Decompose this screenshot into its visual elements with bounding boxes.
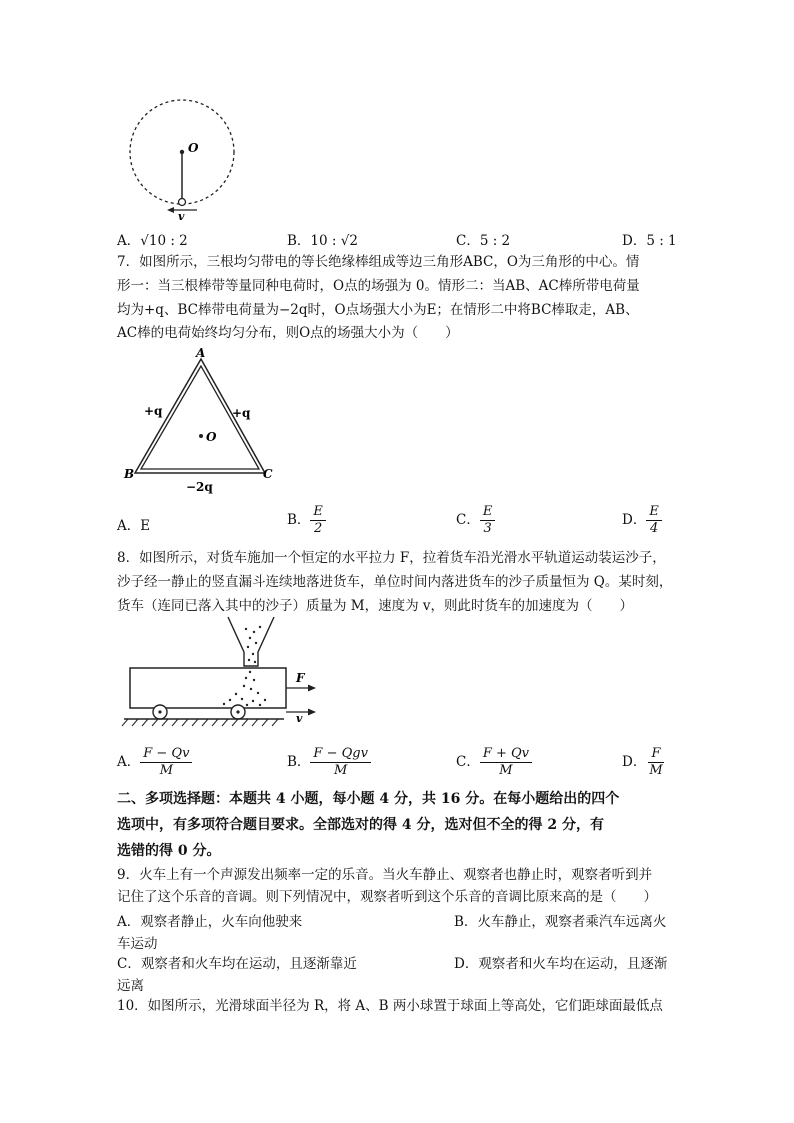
q7-triangle-figure bbox=[120, 345, 285, 495]
q9-option-d[interactable]: D．观察者和火车均在运动，且逐渐 bbox=[454, 956, 668, 972]
funnel bbox=[228, 617, 274, 666]
label-left-charge: +q bbox=[144, 404, 163, 418]
q7-option-c[interactable]: C． $\frac{E}{3}$ bbox=[456, 504, 495, 537]
q9-option-a[interactable]: A．观察者静止，火车向他驶来 bbox=[117, 914, 303, 930]
center-dot bbox=[199, 434, 203, 438]
label-v: v bbox=[178, 210, 185, 220]
q9-option-b-continued: 车运动 bbox=[117, 936, 158, 952]
section2-line-1: 二、多项选择题：本题共 4 小题，每小题 4 分，共 16 分。在每小题给出的四个 bbox=[117, 791, 620, 807]
q8-option-c[interactable]: C． $\frac{F + Qv}{M}$ bbox=[456, 746, 532, 779]
cart-body bbox=[130, 668, 286, 708]
section2-line-3: 选错的得 0 分。 bbox=[117, 843, 221, 859]
q6-option-b[interactable]: B．10 : √2 bbox=[287, 233, 358, 249]
label-o: O bbox=[206, 430, 217, 444]
q6-circle-figure bbox=[125, 95, 240, 220]
falling-sand bbox=[223, 671, 266, 706]
label-bottom-charge: −2q bbox=[186, 480, 213, 494]
q7-option-a[interactable]: A．E bbox=[117, 518, 151, 534]
q7-option-b[interactable]: B． $\frac{E}{2}$ bbox=[287, 504, 326, 537]
q6-option-a[interactable]: A．√10 : 2 bbox=[117, 233, 188, 249]
label-o: O bbox=[188, 141, 199, 155]
q6-option-d[interactable]: D．5 : 1 bbox=[622, 233, 677, 249]
q8-option-d[interactable]: D． $\frac{F}{M}$ bbox=[622, 746, 663, 778]
q9-option-d-continued: 远离 bbox=[117, 978, 144, 994]
label-b: B bbox=[124, 467, 135, 481]
velocity-arrowhead bbox=[167, 207, 174, 213]
q7-stem-line-2: 形一：当三根棒带等量同种电荷时，O点的场强为 0。情形二：当AB、AC棒所带电荷量 bbox=[117, 278, 640, 294]
q6-option-c[interactable]: C．5 : 2 bbox=[456, 233, 511, 249]
q8-stem-line-2: 沙子经一静止的竖直漏斗连续地落进货车，单位时间内落进货车的沙子质量恒为 Q。某时刻， bbox=[117, 574, 673, 590]
q7-option-d[interactable]: D． $\frac{E}{4}$ bbox=[622, 504, 662, 537]
ball bbox=[179, 199, 186, 206]
label-a: A bbox=[196, 346, 206, 360]
label-f: F bbox=[296, 671, 305, 685]
q7-stem-line-1: 7．如图所示，三根均匀带电的等长绝缘棒组成等边三角形ABC，O为三角形的中心。情 bbox=[117, 254, 640, 270]
q8-stem-line-1: 8．如图所示，对货车施加一个恒定的水平拉力 F，拉着货车沿光滑水平轨道运动装运沙子， bbox=[117, 550, 666, 566]
q9-option-c[interactable]: C．观察者和火车均在运动，且逐渐靠近 bbox=[117, 956, 357, 972]
q9-stem-line-2: 记住了这个乐音的音调。则下列情况中，观察者听到这个乐音的音调比原来高的是（ ） bbox=[117, 889, 657, 905]
q9-stem-line-1: 9．火车上有一个声源发出频率一定的乐音。当火车静止、观察者也静止时，观察者听到并 bbox=[117, 867, 653, 883]
label-right-charge: +q bbox=[232, 406, 251, 420]
ground-hatch bbox=[122, 719, 278, 726]
section2-line-2: 选项中，有多项符合题目要求。全部选对的得 4 分，选对但不全的得 2 分，有 bbox=[117, 817, 604, 833]
sand-in-funnel bbox=[245, 626, 261, 663]
q10-stem-line-1: 10．如图所示，光滑球面半径为 R，将 A、B 两小球置于球面上等高处，它们距球面最低点 bbox=[117, 998, 663, 1014]
label-c: C bbox=[263, 467, 273, 481]
q8-stem-line-3: 货车（连同已落入其中的沙子）质量为 M，速度为 v，则此时货车的加速度为（ ） bbox=[117, 598, 634, 614]
q8-cart-figure bbox=[120, 614, 330, 734]
label-v: v bbox=[296, 712, 303, 725]
q9-option-b[interactable]: B．火车静止，观察者乘汽车远离火 bbox=[454, 914, 667, 930]
q7-stem-line-4: AC棒的电荷始终均匀分布，则O点的场强大小为（ ） bbox=[117, 325, 459, 341]
q8-option-b[interactable]: B． $\frac{\text{F − Qgv}}{M}$ bbox=[287, 746, 371, 779]
q7-stem-line-3: 均为+q、BC棒带电荷量为−2q时，O点场强大小为E；在情形二中将BC棒取走，AB、 bbox=[117, 302, 639, 318]
q8-option-a[interactable]: A． $\frac{F - Qv}{M}$ bbox=[117, 746, 192, 779]
pivot-dot bbox=[180, 150, 184, 154]
